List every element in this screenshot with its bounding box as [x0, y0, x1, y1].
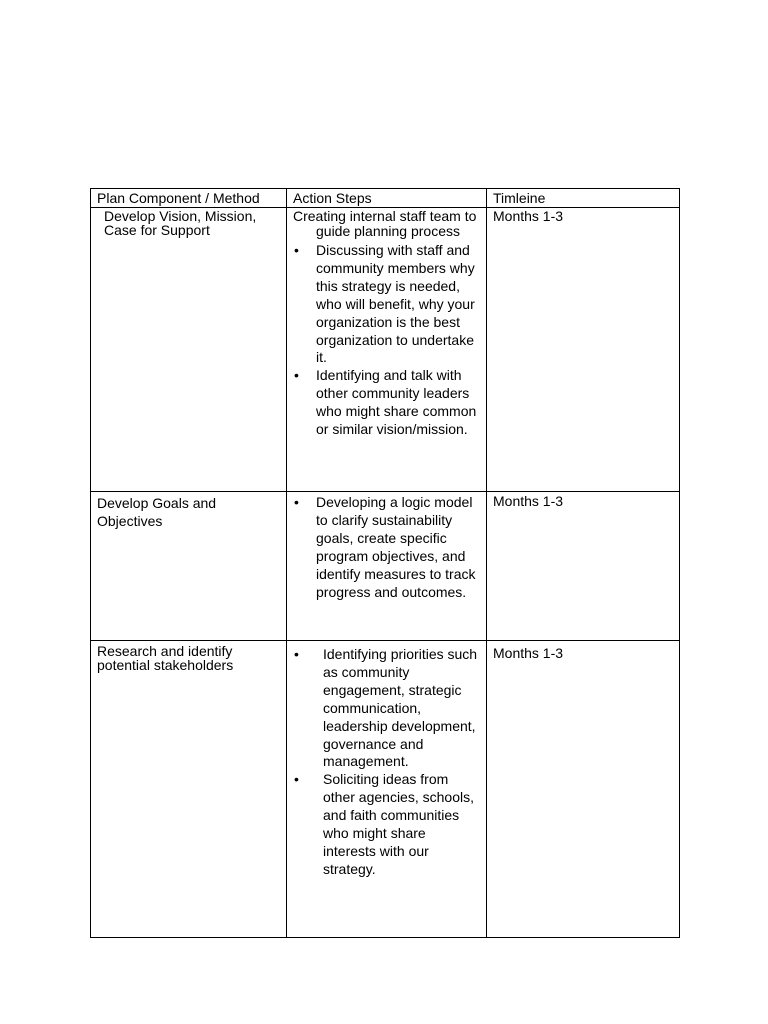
action-steps-list [293, 494, 482, 601]
action-step-item [293, 242, 482, 367]
timeline-cell [487, 208, 680, 492]
table-row [91, 641, 680, 938]
action-step-lead: Creating internal staff team to guide planning process [293, 208, 477, 239]
action-step-text: Soliciting ideas from other agencies, schools, and faith communities who might share interests with our strategy. [323, 771, 474, 877]
plan-table [90, 188, 680, 938]
bullet-icon: • [294, 242, 299, 258]
table-row [91, 208, 680, 492]
action-steps-cell [287, 641, 487, 938]
header-action-steps: Action Steps [287, 189, 487, 208]
plan-component-text: Develop Vision, Mission, Case for Support [104, 208, 257, 238]
header-timeline: Timleine [487, 189, 680, 208]
action-steps-list [293, 242, 482, 439]
action-step-item [293, 646, 482, 771]
action-step-item [293, 771, 482, 878]
timeline-cell [487, 641, 680, 938]
bullet-icon: • [294, 646, 299, 662]
timeline-text: Months 1-3 [493, 208, 564, 224]
action-steps-cell [287, 492, 487, 641]
action-step-text: Developing a logic model to clarify sustainability goals, create specific program objectives, and identify measures to track progress and outcomes. [316, 494, 476, 600]
table-row [91, 492, 680, 641]
timeline-cell [487, 492, 680, 641]
plan-component-text: Develop Goals and Objectives [97, 495, 217, 529]
action-steps-list [293, 646, 482, 879]
action-step-item [293, 367, 482, 439]
action-steps-cell [287, 208, 487, 492]
plan-component-cell [91, 641, 287, 938]
action-step-item [293, 494, 482, 601]
plan-component-cell [91, 492, 287, 641]
plan-component-text: Research and identify potential stakeholders [97, 643, 234, 673]
action-step-text: Identifying and talk with other community leaders who might share common or similar vision/mission. [316, 367, 477, 438]
header-plan-component: Plan Component / Method [91, 189, 287, 208]
table-header-row [91, 189, 680, 208]
plan-component-cell [91, 208, 287, 492]
action-step-text: Discussing with staff and community members why this strategy is needed, who will benefit, why your organization is the best organization to undertake it. [316, 242, 475, 366]
timeline-text: Months 1-3 [493, 493, 564, 509]
timeline-text: Months 1-3 [493, 645, 564, 661]
bullet-icon: • [294, 367, 299, 384]
bullet-icon: • [294, 494, 299, 510]
action-step-text: Identifying priorities such as community engagement, strategic communication, leadership development, governance and management. [323, 646, 478, 770]
bullet-icon: • [294, 771, 299, 788]
